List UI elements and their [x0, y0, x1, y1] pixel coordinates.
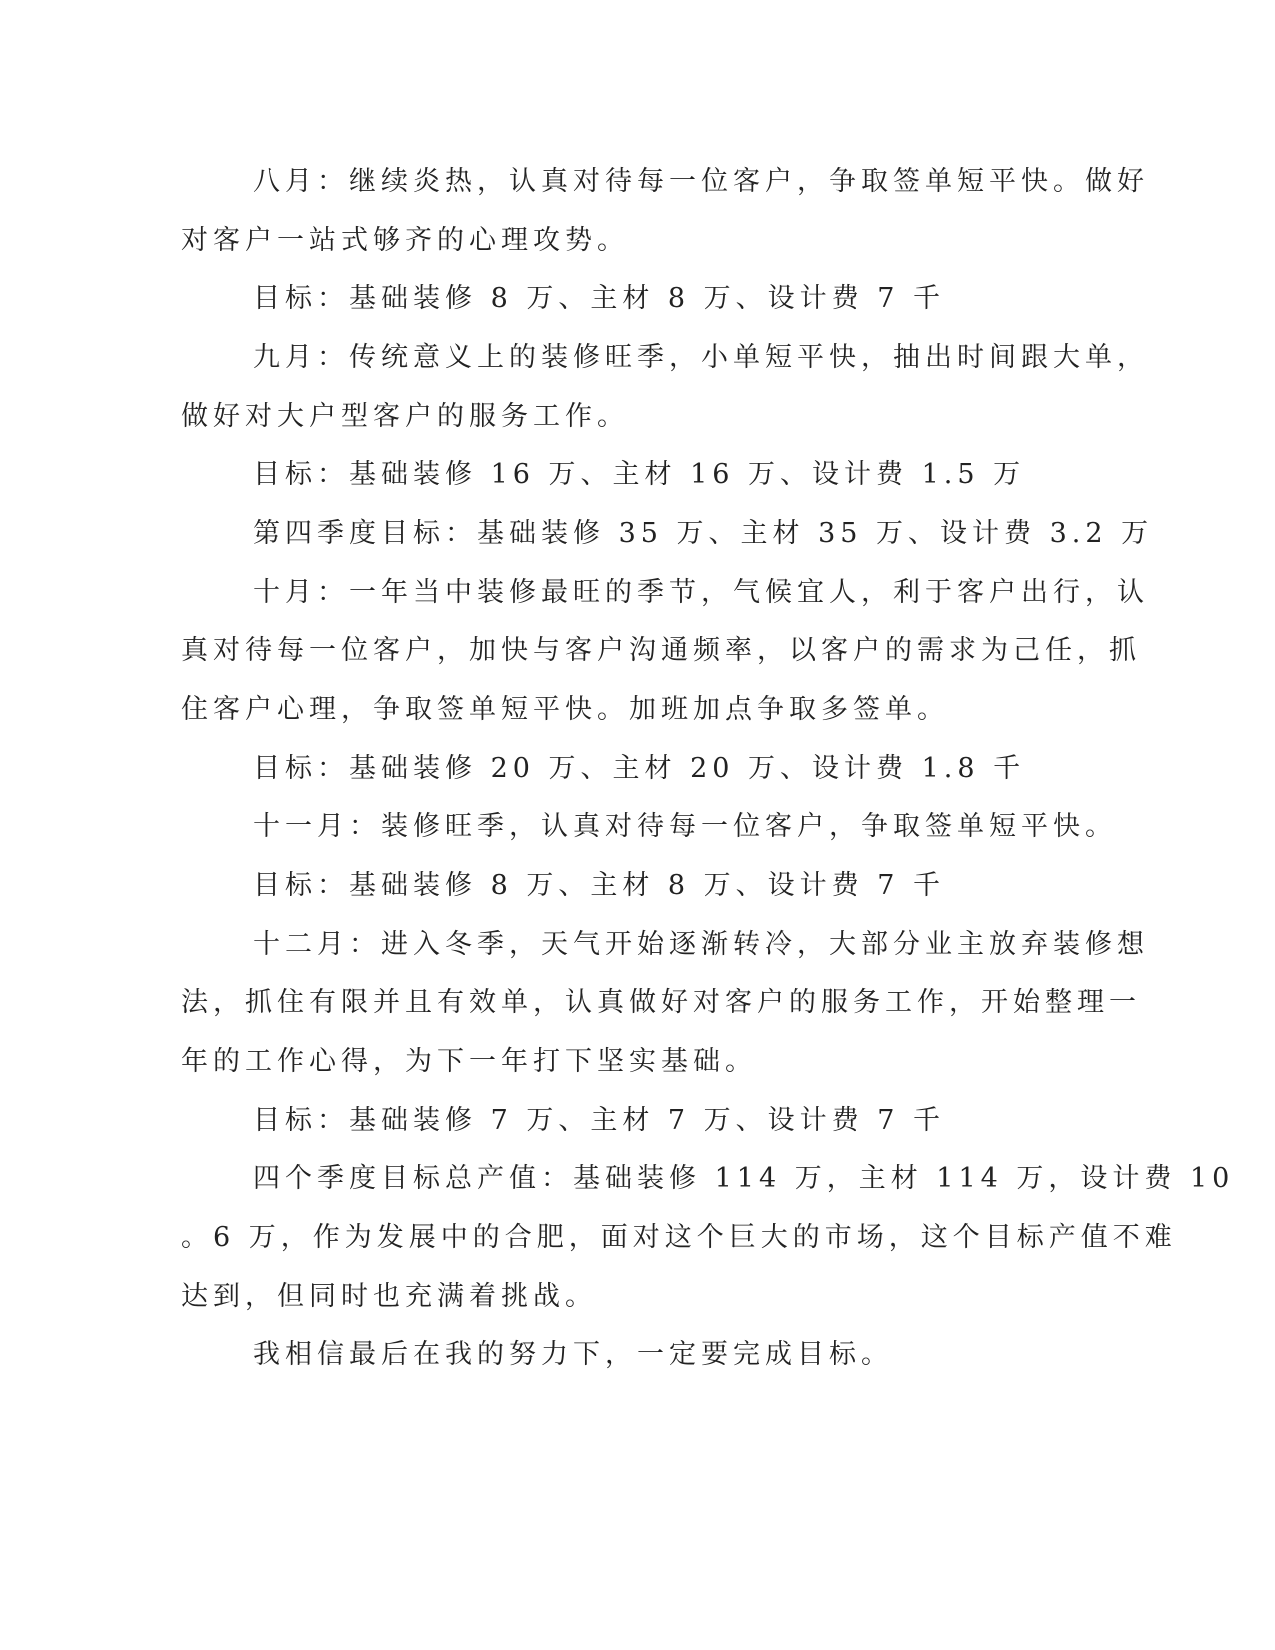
- paragraph-october-line-1: 十月：一年当中装修最旺的季节，气候宜人，利于客户出行，认: [253, 577, 1149, 608]
- paragraph-annual-total-line-2: 。6 万，作为发展中的合肥，面对这个巨大的市场，这个目标产值不难: [181, 1222, 1177, 1253]
- paragraph-annual-total-line-3: 达到，但同时也充满着挑战。: [181, 1281, 597, 1312]
- target-august: 目标：基础装修 8 万、主材 8 万、设计费 7 千: [253, 283, 946, 314]
- target-q4: 第四季度目标：基础装修 35 万、主材 35 万、设计费 3.2 万: [253, 518, 1154, 549]
- closing-statement: 我相信最后在我的努力下，一定要完成目标。: [253, 1339, 893, 1370]
- target-october: 目标：基础装修 20 万、主材 20 万、设计费 1.8 千: [253, 753, 1026, 784]
- target-december: 目标：基础装修 7 万、主材 7 万、设计费 7 千: [253, 1105, 946, 1136]
- paragraph-december-line-1: 十二月：进入冬季，天气开始逐渐转冷，大部分业主放弃装修想: [253, 929, 1149, 960]
- paragraph-december-line-3: 年的工作心得，为下一年打下坚实基础。: [181, 1046, 757, 1077]
- paragraph-october-line-2: 真对待每一位客户，加快与客户沟通频率，以客户的需求为己任，抓: [181, 635, 1141, 666]
- paragraph-october-line-3: 住客户心理，争取签单短平快。加班加点争取多签单。: [181, 694, 949, 725]
- paragraph-annual-total-line-1: 四个季度目标总产值：基础装修 114 万，主材 114 万，设计费 10: [253, 1163, 1235, 1194]
- target-september: 目标：基础装修 16 万、主材 16 万、设计费 1.5 万: [253, 459, 1026, 490]
- paragraph-november: 十一月：装修旺季，认真对待每一位客户，争取签单短平快。: [253, 811, 1117, 842]
- target-november: 目标：基础装修 8 万、主材 8 万、设计费 7 千: [253, 870, 946, 901]
- paragraph-august-line-1: 八月：继续炎热，认真对待每一位客户，争取签单短平快。做好: [253, 166, 1149, 197]
- paragraph-september-line-1: 九月：传统意义上的装修旺季，小单短平快，抽出时间跟大单，: [253, 342, 1149, 373]
- paragraph-september-line-2: 做好对大户型客户的服务工作。: [181, 401, 629, 432]
- paragraph-december-line-2: 法，抓住有限并且有效单，认真做好对客户的服务工作，开始整理一: [181, 987, 1141, 1018]
- paragraph-august-line-2: 对客户一站式够齐的心理攻势。: [181, 225, 629, 256]
